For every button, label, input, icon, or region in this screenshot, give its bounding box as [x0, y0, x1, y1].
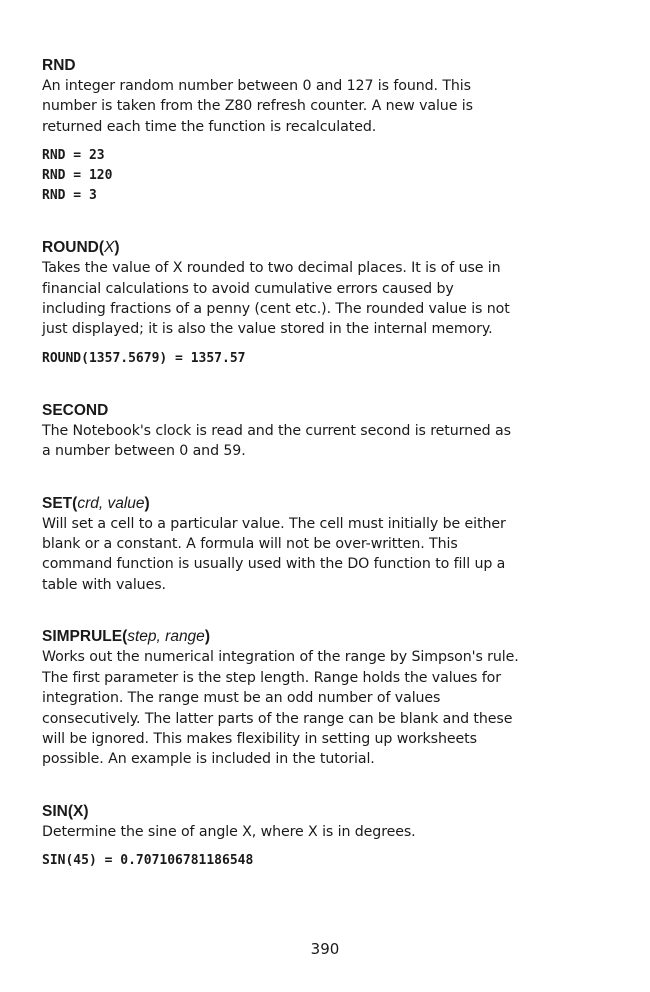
desc-line: consecutively. The latter parts of the range can be blank and these	[42, 710, 513, 727]
desc-line: possible. An example is included in the tutorial.	[42, 751, 375, 768]
code-line: SIN(45) = 0.707106781186548	[42, 853, 254, 869]
desc-line: table with values.	[42, 576, 166, 593]
entry-second	[42, 401, 600, 462]
term-sin: SIN(X)	[42, 802, 89, 820]
code-example	[42, 349, 600, 369]
term-simprule: SIMPRULE(step, range)	[42, 628, 210, 646]
desc-line: The Notebook's clock is read and the current second is returned as	[42, 422, 511, 439]
entry-rnd	[42, 56, 600, 206]
document-page	[42, 56, 600, 871]
page-number: 390	[310, 940, 340, 958]
desc-line: An integer random number between 0 and 127 is found. This	[42, 78, 471, 94]
desc-line: Works out the numerical integration of the range by Simpson's rule.	[42, 649, 519, 666]
desc-line: integration. The range must be an odd number of values	[42, 690, 441, 707]
desc-line: blank or a constant. A formula will not be over-written. This	[42, 536, 458, 553]
code-example	[42, 146, 600, 206]
term-set: SET(crd, value)	[42, 494, 150, 512]
term-second: SECOND	[42, 401, 109, 419]
entry-round	[42, 238, 600, 369]
desc-line: The first parameter is the step length. Range holds the values for	[42, 669, 501, 686]
entry-simprule	[42, 627, 600, 769]
desc-line: returned each time the function is recalculated.	[42, 118, 377, 135]
code-line: ROUND(1357.5679) = 1357.57	[42, 350, 246, 366]
desc-line: including fractions of a penny (cent etc.). The rounded value is not	[42, 301, 510, 318]
desc-line: number is taken from the Z80 refresh counter. A new value is	[42, 98, 473, 115]
entry-set	[42, 494, 600, 596]
entry-sin	[42, 802, 600, 871]
desc-line: will be ignored. This makes flexibility in setting up worksheets	[42, 730, 477, 747]
term-rnd: RND	[42, 57, 76, 74]
code-example	[42, 851, 600, 871]
desc-line: command function is usually used with the DO function to fill up a	[42, 556, 506, 573]
desc-line: just displayed; it is also the value stored in the internal memory.	[42, 321, 493, 338]
code-line: RND = 3	[42, 188, 97, 204]
desc-line: financial calculations to avoid cumulative errors caused by	[42, 280, 454, 297]
code-line: RND = 23	[42, 148, 105, 164]
desc-line: Takes the value of X rounded to two decimal places. It is of use in	[42, 260, 501, 277]
term-round: ROUND(X)	[42, 239, 120, 257]
desc-line: Will set a cell to a particular value. The cell must initially be either	[42, 515, 506, 532]
desc-line: a number between 0 and 59.	[42, 443, 246, 460]
desc-line: Determine the sine of angle X, where X is in degrees.	[42, 823, 416, 840]
code-line: RND = 120	[42, 168, 113, 184]
